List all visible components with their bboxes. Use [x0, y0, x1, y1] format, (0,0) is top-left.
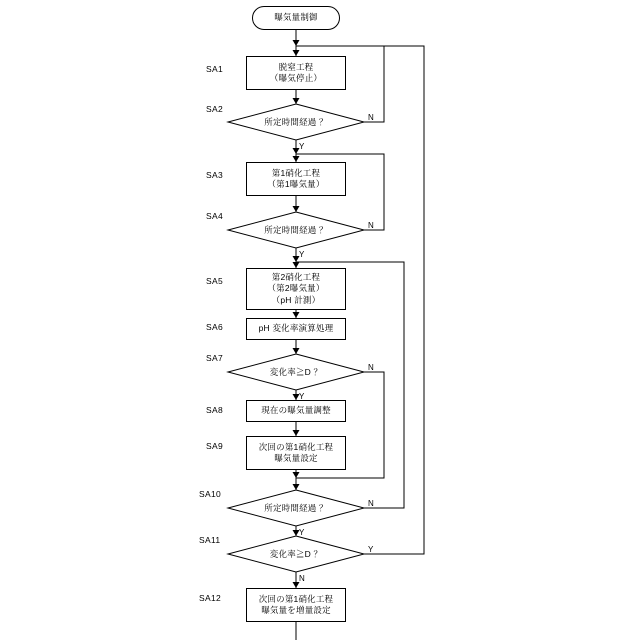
- branch-label-n-2: N: [368, 221, 374, 230]
- branch-label-n-9: N: [299, 574, 305, 583]
- process-node-sa8: 現在の曝気量調整: [246, 400, 346, 422]
- step-label-sa7: SA7: [206, 353, 223, 363]
- node-label-sa7: 変化率≧D ？: [269, 367, 323, 377]
- step-label-sa4: SA4: [206, 211, 223, 221]
- process-node-sa5: 第2硝化工程 （第2曝気量） （pH 計測）: [246, 268, 346, 310]
- decision-node-sa7: [228, 354, 364, 390]
- step-label-sa3: SA3: [206, 170, 223, 180]
- terminator-node-start: 曝気量制御: [252, 6, 340, 30]
- decision-node-sa11: [228, 536, 364, 572]
- decision-node-sa10: [228, 490, 364, 526]
- node-label-sa4: 所定時間経過 ？: [264, 225, 328, 235]
- step-label-sa12: SA12: [199, 593, 221, 603]
- decision-node-sa2: [228, 104, 364, 140]
- branch-label-y-1: Y: [299, 142, 305, 151]
- process-node-sa9: 次回の第1硝化工程 曝気量設定: [246, 436, 346, 470]
- decision-node-sa4: [228, 212, 364, 248]
- arrow-bypass-sa10: [293, 472, 300, 478]
- node-label-sa2: 所定時間経過 ？: [264, 117, 328, 127]
- step-label-sa6: SA6: [206, 322, 223, 332]
- process-node-sa6: pH 変化率演算処理: [246, 318, 346, 340]
- process-node-sa3: 第1硝化工程 （第1曝気量）: [246, 162, 346, 196]
- step-label-sa9: SA9: [206, 441, 223, 451]
- step-label-sa8: SA8: [206, 405, 223, 415]
- step-label-sa2: SA2: [206, 104, 223, 114]
- node-label-sa11: 変化率≧D ？: [269, 549, 323, 559]
- node-label-sa10: 所定時間経過 ？: [264, 503, 328, 513]
- branch-label-y-8: Y: [368, 545, 374, 554]
- step-label-sa1: SA1: [206, 64, 223, 74]
- arrow-loop-top: [293, 40, 300, 46]
- branch-label-n-4: N: [368, 363, 374, 372]
- branch-label-n-6: N: [368, 499, 374, 508]
- process-node-sa12: 次回の第1硝化工程 曝気量を増量設定: [246, 588, 346, 622]
- branch-label-n-0: N: [368, 113, 374, 122]
- step-label-sa11: SA11: [199, 535, 221, 545]
- step-label-sa10: SA10: [199, 489, 221, 499]
- branch-label-y-5: Y: [299, 392, 305, 401]
- branch-label-y-3: Y: [299, 250, 305, 259]
- process-node-sa1: 脱窒工程 （曝気停止）: [246, 56, 346, 90]
- step-label-sa5: SA5: [206, 276, 223, 286]
- branch-label-y-7: Y: [299, 528, 305, 537]
